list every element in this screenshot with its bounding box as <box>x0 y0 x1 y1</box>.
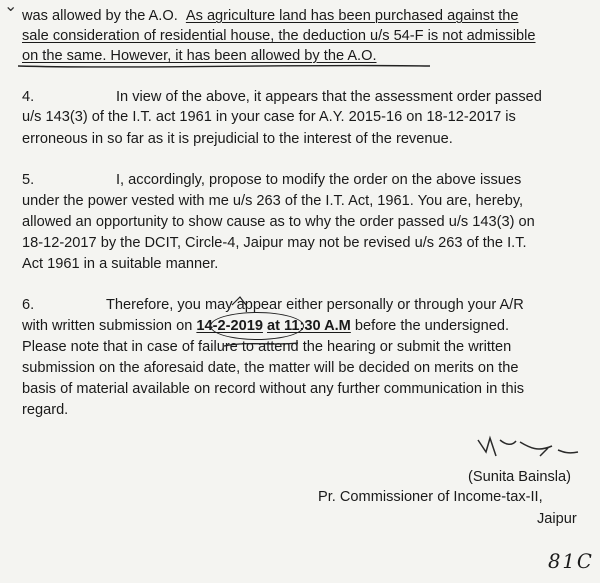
para3-line2: sale consideration of residential house, the deduction u/s 54-F is not admissible <box>22 28 536 44</box>
para5-number: 5. <box>22 172 35 188</box>
para4-line2: u/s 143(3) of the I.T. act 1961 in your case for A.Y. 2015-16 on 18-12-2017 is <box>22 109 516 125</box>
para4-line3: erroneous in so far as it is prejudicial to the interest of the revenue. <box>22 131 453 147</box>
signatory-name: (Sunita Bainsla) <box>468 469 572 485</box>
para5-line2: under the power vested with me u/s 263 of the I.T. Act, 1961. You are, hereby, <box>22 193 524 209</box>
para6-line1: Therefore, you may appear either personally or through your A/R <box>106 297 524 313</box>
para3-line1-start: was allowed by the A.O. <box>22 8 178 24</box>
hearing-date: 14-2-2019 <box>196 318 263 334</box>
signatory-designation: Pr. Commissioner of Income-tax-II, <box>318 489 543 505</box>
para6-line3: Please note that in case of failure to attend the hearing or submit the written <box>22 339 512 355</box>
pen-strike-stroke <box>224 343 298 346</box>
para6-line2-end: before the undersigned. <box>354 318 510 334</box>
para6-line6: regard. <box>22 402 69 418</box>
para6-line4: submission on the aforesaid date, the matter will be decided on merits on the <box>22 360 519 376</box>
para6-line5: basis of material available on record without any further communication in this <box>22 381 525 397</box>
para5-line4: 18-12-2017 by the DCIT, Circle-4, Jaipur may not be revised u/s 263 of the I.T. <box>22 235 527 251</box>
para6-number: 6. <box>22 297 35 313</box>
margin-tick-mark: ⌄ <box>4 0 18 15</box>
hearing-time: at 11:30 A.M <box>267 318 351 334</box>
para3-line1-underlined: As agriculture land has been purchased against the <box>185 8 519 24</box>
pen-underline-stroke <box>18 66 430 67</box>
para6-line2-start: with written submission on <box>22 318 193 334</box>
signatory-city: Jaipur <box>537 511 577 527</box>
handwritten-page-number: 81C <box>548 549 594 573</box>
signature-scribble <box>478 438 578 456</box>
para5-line1: I, accordingly, propose to modify the order on the above issues <box>116 172 522 188</box>
para5-line3: allowed an opportunity to show cause as to why the order passed u/s 143(3) on <box>22 214 535 230</box>
para5-line5: Act 1961 in a suitable manner. <box>22 256 219 272</box>
pen-caret-stroke <box>232 297 246 305</box>
para3-line3: on the same. However, it has been allowed by the A.O. <box>22 48 377 64</box>
para4-number: 4. <box>22 89 35 105</box>
para4-line1: In view of the above, it appears that the assessment order passed <box>116 89 542 105</box>
